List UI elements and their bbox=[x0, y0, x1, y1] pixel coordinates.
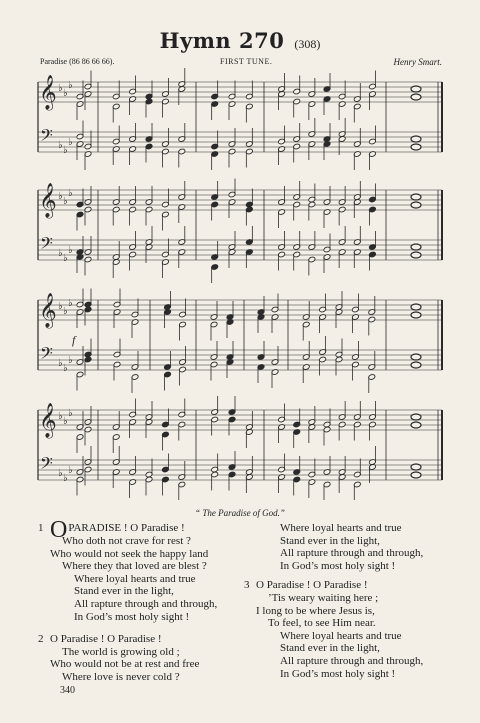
whole-note bbox=[411, 354, 421, 360]
whole-note bbox=[411, 194, 421, 200]
flat-icon: ♭ bbox=[63, 145, 68, 156]
flat-icon: ♭ bbox=[68, 465, 73, 476]
bass-clef-icon: 𝄢 bbox=[40, 453, 53, 477]
verse-column-left bbox=[38, 517, 218, 684]
treble-clef-icon: 𝄞 bbox=[39, 75, 57, 110]
whole-note bbox=[411, 414, 421, 420]
whole-note bbox=[411, 464, 421, 470]
flat-icon: ♭ bbox=[68, 408, 73, 419]
hymn-header bbox=[0, 28, 480, 53]
flat-icon: ♭ bbox=[58, 83, 63, 94]
verse-line: I long to be where Jesus is, bbox=[256, 604, 375, 617]
verse-line: Stand ever in the light, bbox=[280, 642, 380, 655]
whole-note bbox=[411, 136, 421, 142]
verse-line: All rapture through and through, bbox=[280, 547, 424, 560]
verse-line: The world is growing old ; bbox=[62, 645, 180, 658]
flat-icon: ♭ bbox=[63, 473, 68, 484]
first-tune-label: FIRST TUNE. bbox=[220, 57, 273, 66]
verse-line: Where they that loved are blest ? bbox=[62, 560, 207, 573]
verse-line: Who would not seek the happy land bbox=[50, 547, 209, 560]
verse-line: To feel, to see Him near. bbox=[268, 617, 376, 630]
treble-clef-icon: 𝄞 bbox=[39, 183, 57, 218]
verse-line: 2 O Paradise ! O Paradise ! bbox=[38, 633, 162, 646]
verse-line: ’Tis weary waiting here ; bbox=[268, 591, 379, 604]
flat-icon: ♭ bbox=[63, 416, 68, 427]
whole-note bbox=[411, 86, 421, 92]
flat-icon: ♭ bbox=[58, 301, 63, 312]
flat-icon: ♭ bbox=[68, 188, 73, 199]
flat-icon: ♭ bbox=[58, 358, 63, 369]
flat-icon: ♭ bbox=[63, 253, 68, 264]
verse-line: Where loyal hearts and true bbox=[74, 572, 196, 585]
verse-line: Stand ever in the light, bbox=[280, 534, 380, 547]
verse-line: 3 O Paradise ! O Paradise ! bbox=[244, 579, 368, 592]
flat-icon: ♭ bbox=[68, 298, 73, 309]
flat-icon: ♭ bbox=[63, 363, 68, 374]
verse-line: Where love is never cold ? bbox=[62, 670, 180, 683]
flat-icon: ♭ bbox=[63, 88, 68, 99]
verse-line: All rapture through and through, bbox=[74, 597, 218, 610]
whole-note bbox=[411, 244, 421, 250]
flat-icon: ♭ bbox=[63, 196, 68, 207]
bass-clef-icon: 𝄢 bbox=[40, 343, 53, 367]
flat-icon: ♭ bbox=[58, 140, 63, 151]
treble-clef-icon: 𝄞 bbox=[39, 403, 57, 438]
verse-line: Where loyal hearts and true bbox=[280, 629, 402, 642]
flat-icon: ♭ bbox=[68, 355, 73, 366]
flat-icon: ♭ bbox=[68, 137, 73, 148]
verse-number: 2 bbox=[38, 633, 44, 646]
hymn-title: Hymn 270 bbox=[159, 28, 285, 53]
bass-clef-icon: 𝄢 bbox=[40, 233, 53, 257]
hymn-quote: “ The Paradise of God.” bbox=[195, 508, 285, 518]
bass-clef-icon: 𝄢 bbox=[40, 125, 53, 149]
flat-icon: ♭ bbox=[68, 80, 73, 91]
drop-cap: O bbox=[50, 517, 68, 543]
verse-line: Stand ever in the light, bbox=[74, 585, 174, 598]
dynamic-mark: f bbox=[72, 333, 76, 347]
whole-note bbox=[411, 312, 421, 318]
composer-name: Henry Smart. bbox=[393, 57, 442, 67]
verse-line: In God’s most holy sight ! bbox=[280, 667, 396, 680]
flat-icon: ♭ bbox=[58, 191, 63, 202]
hymn-alt-number: (308) bbox=[294, 37, 321, 51]
whole-note bbox=[411, 422, 421, 428]
flat-icon: ♭ bbox=[63, 306, 68, 317]
whole-note bbox=[411, 362, 421, 368]
flat-icon: ♭ bbox=[68, 245, 73, 256]
verse-line: Who doth not crave for rest ? bbox=[62, 535, 191, 547]
whole-note bbox=[411, 304, 421, 310]
whole-note bbox=[411, 94, 421, 100]
tune-name: Paradise (86 86 66 66). bbox=[40, 57, 115, 66]
treble-clef-icon: 𝄞 bbox=[39, 293, 57, 328]
whole-note bbox=[411, 144, 421, 150]
verse-number: 1 bbox=[38, 522, 44, 534]
page-number: 340 bbox=[60, 685, 75, 696]
verse-line: Who would not be at rest and free bbox=[50, 658, 200, 671]
flat-icon: ♭ bbox=[58, 468, 63, 479]
verse-number: 3 bbox=[244, 579, 250, 592]
verse-line: Where loyal hearts and true bbox=[280, 522, 402, 534]
whole-note bbox=[411, 252, 421, 258]
whole-note bbox=[411, 202, 421, 208]
verse-line: 1 OPARADISE ! O Paradise ! bbox=[38, 517, 185, 543]
flat-icon: ♭ bbox=[58, 411, 63, 422]
music-score bbox=[0, 68, 480, 500]
whole-note bbox=[411, 472, 421, 478]
verse-line: In God’s most holy sight ! bbox=[74, 610, 190, 623]
verse-line: In God’s most holy sight ! bbox=[280, 559, 396, 572]
verse-line: All rapture through and through, bbox=[280, 654, 424, 667]
verse-column-right bbox=[244, 522, 423, 680]
flat-icon: ♭ bbox=[58, 248, 63, 259]
